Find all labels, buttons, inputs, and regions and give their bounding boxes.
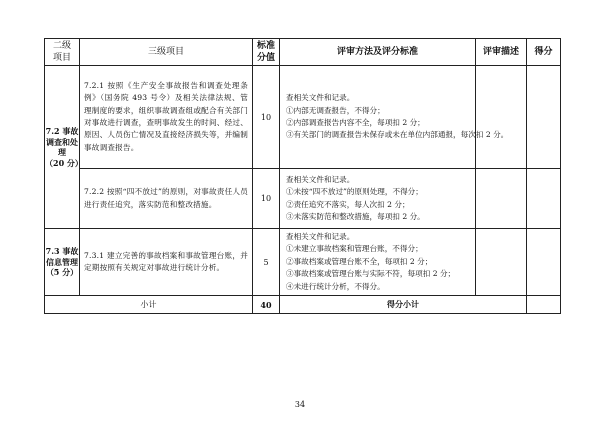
method-7-2-2 — [280, 169, 476, 229]
item-7-2-1: 7.2.1 按照《生产安全事故报告和调查处理条例》（国务院 493 号令）及相关法律法规、管理制度的要求，组织事故调查组或配合有关部门对事故进行调查，查明事故发生的时间、经过、原因、人员伤亡情况及直接经济损失等，并编制事故调查报告。 — [80, 66, 253, 169]
method-line: 查相关文件和记录。 — [286, 93, 355, 103]
subtotal-row — [45, 296, 561, 314]
header-method: 评审方法及评分标准 — [280, 39, 476, 66]
group-7-2-line2: 调查和处 — [46, 136, 78, 147]
method-line: ①未建立事故档案和管理台账，不得分； — [286, 244, 423, 254]
method-line: ②责任追究不落实，每人次扣 2 分； — [286, 199, 410, 209]
header-level2 — [45, 39, 80, 66]
header-level3: 三级项目 — [80, 39, 253, 66]
group-7-2-line3: 理 — [58, 147, 66, 157]
method-line: ②事故档案或管理台账不全，每项扣 2 分； — [286, 256, 433, 266]
method-line: ③有关部门的调查报告未保存或未在单位内部通报，每次扣 2 分。 — [286, 130, 509, 140]
header-row — [45, 39, 561, 66]
method-line: ②内部调查报告内容不全，每项扣 2 分； — [286, 118, 425, 127]
description-cell[interactable] — [476, 229, 527, 296]
method-line: 查相关文件和记录。 — [286, 174, 355, 184]
table-row — [45, 66, 561, 169]
table-row — [45, 169, 561, 229]
standard-7-2-2: 10 — [253, 169, 280, 229]
method-7-2-1 — [280, 66, 509, 169]
score-subtotal-label: 得分小计 — [280, 296, 527, 314]
header-level2-line2: 项目 — [52, 53, 71, 63]
header-score: 得分 — [527, 39, 561, 66]
header-standard-line2: 分值 — [256, 53, 275, 63]
method-line: ①内部无调查报告，不得分； — [286, 105, 385, 115]
subtotal-label: 小计 — [45, 296, 253, 314]
method-line: ①未按“四不放过”的原则处理，不得分； — [286, 187, 423, 197]
subtotal-value: 40 — [253, 296, 280, 314]
item-7-3-1: 7.3.1 建立完善的事故档案和事故管理台账，并定期按照有关规定对事故进行统计分析。 — [80, 229, 253, 296]
group-7-2-line4: （20 分） — [45, 157, 83, 168]
header-level2-line1: 二级 — [52, 41, 71, 51]
header-standard — [253, 39, 280, 66]
description-cell[interactable] — [476, 169, 527, 229]
score-cell[interactable] — [527, 169, 561, 229]
method-7-3-1 — [280, 229, 476, 296]
group-7-2-label — [45, 66, 83, 229]
header-description: 评审描述 — [476, 39, 527, 66]
group-7-3-label — [45, 229, 80, 296]
standard-7-3-1: 5 — [253, 229, 280, 296]
score-subtotal-cell[interactable] — [527, 296, 561, 314]
description-cell[interactable] — [476, 66, 527, 169]
header-standard-line1: 标准 — [256, 41, 275, 51]
page-number: 34 — [294, 400, 306, 409]
item-7-2-2: 7.2.2 按照“四不放过”的原则，对事故责任人员进行责任追究，落实防范和整改措施。 — [80, 169, 253, 229]
group-7-3-line3: （5 分） — [45, 267, 79, 278]
standard-7-2-1: 10 — [253, 66, 280, 169]
score-cell[interactable] — [527, 66, 561, 169]
group-7-2-line1: 7.2 事故 — [45, 126, 79, 136]
score-cell[interactable] — [527, 229, 561, 296]
method-line: ③未落实防范和整改措施，每项扣 2 分。 — [286, 211, 425, 221]
method-line: ④未进行统计分析，不得分。 — [286, 281, 385, 291]
group-7-3-line1: 7.3 事故 — [45, 246, 79, 257]
table-row — [45, 229, 561, 296]
method-line: ③事故档案或管理台账与实际不符，每项扣 2 分； — [286, 269, 456, 279]
evaluation-table — [44, 38, 561, 314]
group-7-3-line2: 信息管理 — [46, 256, 78, 267]
method-line: 查相关文件和记录。 — [286, 232, 355, 241]
